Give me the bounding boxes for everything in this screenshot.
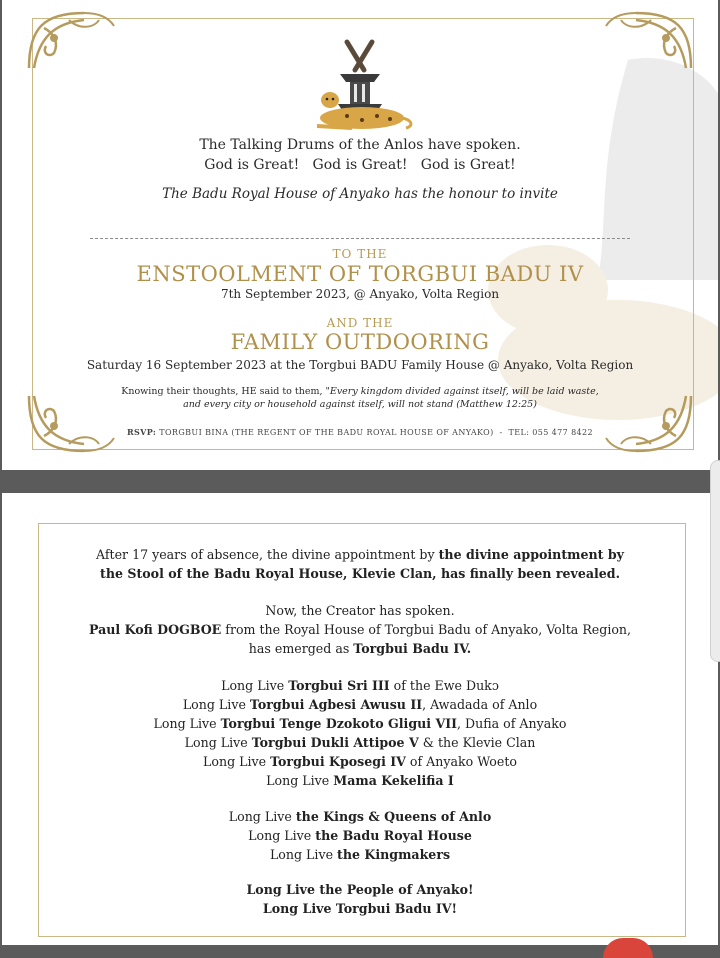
final-line-1: Long Live the People of Anyako! (246, 882, 474, 897)
invite-line: The Badu Royal House of Anyako has the honour to invite (162, 186, 558, 202)
long-live-item: Long Live Torgbui Kposegi IV of Anyako Woeto (203, 754, 517, 769)
talking-drums-line: The Talking Drums of the Anlos have spoken. (199, 137, 521, 153)
outdooring-date: Saturday 16 September 2023 at the Torgbui BADU Family House @ Anyako, Volta Region (86, 358, 634, 372)
long-live-item: Long Live Torgbui Sri III of the Ewe Dukɔ (221, 678, 499, 693)
enstoolment-date: 7th September 2023, @ Anyako, Volta Region (220, 287, 500, 301)
long-live-item: Long Live the Kingmakers (269, 847, 451, 862)
long-live-list-2 (2, 807, 718, 864)
emerged-title: Torgbui Badu IV. (353, 641, 472, 656)
to-the-label: TO THE (332, 247, 388, 261)
long-live-item: Long Live the Kings & Queens of Anlo (228, 809, 492, 824)
ornament-corner-icon (24, 8, 119, 78)
ornament-corner-icon (601, 8, 696, 78)
chosen-name: Paul Kofi DOGBOE (88, 622, 222, 637)
rsvp-label: RSVP: (126, 427, 157, 437)
quote-plain: Knowing their thoughts, HE said to them, (121, 386, 326, 397)
enstoolment-heading: ENSTOOLMENT OF TORGBUI BADU IV (136, 262, 584, 286)
family-outdooring-heading: FAMILY OUTDOORING (230, 330, 490, 354)
p1-bold-2: the Stool of the Badu Royal House, Klevie Clan, has finally been revealed. (100, 566, 620, 581)
long-live-item: Long Live Torgbui Tenge Dzokoto Gligui VII, Dufia of Anyako (153, 716, 567, 731)
p1-bold: the divine appointment by (438, 547, 624, 562)
dashed-divider (90, 238, 630, 239)
announcement-card (2, 493, 718, 945)
long-live-list-1 (2, 676, 718, 790)
long-live-item: Long Live Torgbui Dukli Attipoe V & the Klevie Clan (184, 735, 536, 750)
long-live-item: Long Live Torgbui Agbesi Awusu II, Awadada of Anlo (182, 697, 538, 712)
final-line-2: Long Live Torgbui Badu IV! (262, 901, 458, 916)
and-the-label: AND THE (326, 316, 394, 330)
rsvp-contact: TORGBUI BINA (THE REGENT OF THE BADU ROYAL HOUSE OF ANYAKO) - TEL: 055 477 8422 (159, 428, 594, 437)
scripture-quote-line1 (2, 386, 718, 397)
scrollbar-handle[interactable] (710, 460, 720, 662)
invitation-card (2, 0, 718, 470)
creator-line: Now, the Creator has spoken. (265, 603, 455, 618)
final-acclamations (2, 880, 718, 918)
scripture-quote-line2: and every city or household against itself, will not stand (Matthew 12:25) (183, 399, 537, 410)
long-live-item: Long Live Mama Kekelifia I (266, 773, 454, 788)
announcement-paragraph-1 (2, 545, 718, 583)
god-is-great-line: God is Great! God is Great! God is Great! (204, 157, 516, 173)
chosen-origin: from the Royal House of Torgbui Badu of Anyako, Volta Region, (221, 622, 632, 637)
announcement-paragraph-2 (2, 601, 718, 658)
p1-plain: After 17 years of absence, the divine appointment by (96, 547, 439, 562)
emerged-plain: has emerged as (248, 641, 354, 656)
long-live-item: Long Live the Badu Royal House (248, 828, 472, 843)
rsvp-line (2, 427, 718, 437)
quote-italic: "Every kingdom divided against itself, will be laid waste, (325, 386, 599, 397)
royal-emblem-icon (302, 38, 417, 136)
